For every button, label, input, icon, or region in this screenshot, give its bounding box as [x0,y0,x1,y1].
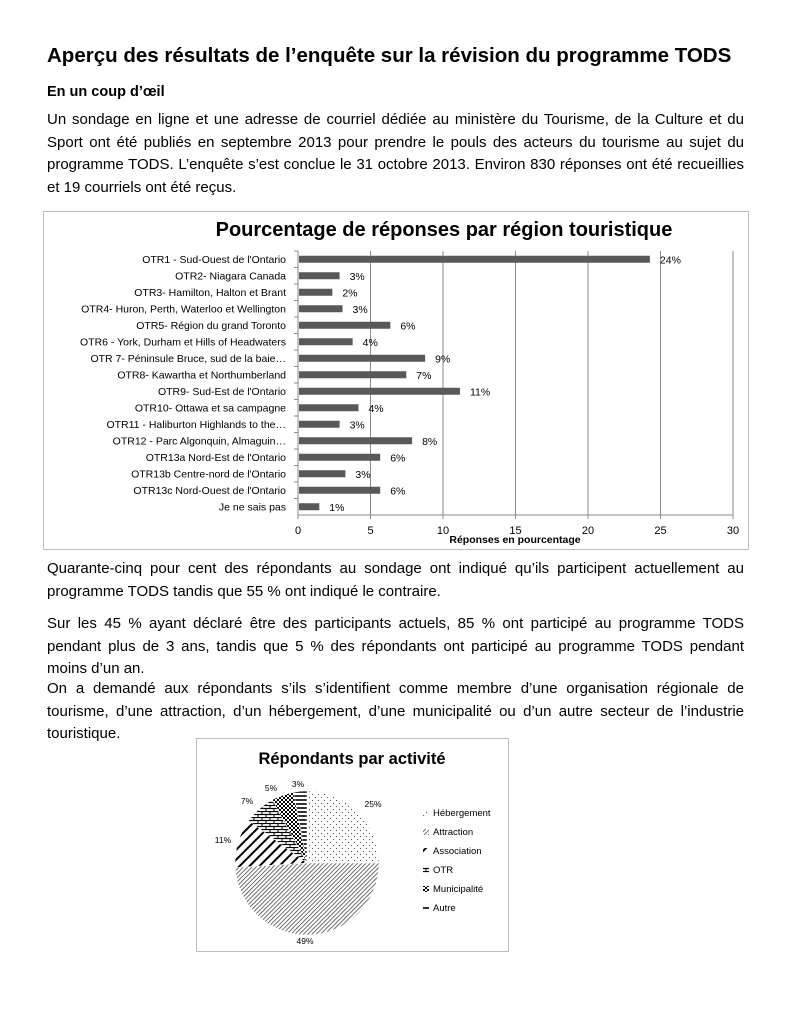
data-label: 4% [362,336,378,349]
x-tick-label: 25 [654,525,667,537]
activity-paragraph: On a demandé aux répondants s’ils s’identifient comme membre d’une organisation régionale de tourisme, d’une attraction, d’un hébergement, d’une municipalité ou d’un autre secteur de l’industrie touristique. [47,680,744,742]
bar [299,272,340,279]
data-label: 3% [349,270,365,283]
bar [299,305,343,312]
pie-slice [235,863,379,935]
legend-label: Autre [433,903,456,914]
category-label: OTR 7- Péninsule Bruce, sud de la baie… [90,353,286,366]
slice-label: 25% [364,799,382,809]
chart-title: Répondants par activité [258,750,446,768]
category-label: OTR5- Région du grand Toronto [136,320,286,333]
x-tick-label: 20 [581,525,595,537]
legend-label: OTR [433,865,454,876]
data-label: 3% [355,468,371,481]
x-tick-label: 10 [436,525,450,537]
legend-swatch [423,867,429,873]
data-label: 24% [659,254,681,267]
data-label: 3% [349,419,365,432]
legend-label: Attraction [433,827,474,838]
slice-label: 11% [214,835,232,845]
duration-paragraph: Sur les 45 % ayant déclaré être des participants actuels, 85 % ont participé au programme TODS pendant plus de 3 ans, tandis que 5 % des répondants ont participé au programme TODS pendant moins d’un an. [47,615,744,677]
bar [299,487,380,494]
legend-label: Municipalité [433,884,484,895]
legend-swatch [423,829,429,835]
category-label: OTR11 - Haliburton Highlands to the… [106,419,286,432]
data-label: 1% [329,501,345,514]
data-label: 8% [422,435,438,448]
data-label: 11% [469,386,491,399]
x-tick-label: 30 [726,525,740,537]
x-tick-label: 5 [367,525,374,537]
bar [299,503,319,510]
section-heading: En un coup d’œil [47,84,165,100]
legend-swatch [423,886,429,892]
data-label: 3% [352,303,368,316]
data-label: 9% [435,353,451,366]
bar [299,338,353,345]
slice-label: 3% [291,779,305,789]
data-label: 6% [400,320,416,333]
category-label: OTR6 - York, Durham et Hills of Headwaters [80,336,286,349]
category-label: OTR2- Niagara Canada [175,270,286,283]
category-label: Je ne sais pas [218,501,286,514]
category-label: OTR9- Sud-Est de l'Ontario [157,386,286,399]
pie-chart-region [196,738,509,952]
bar-chart [44,212,748,549]
legend-swatch [423,848,429,854]
category-label: OTR3- Hamilton, Halton et Brant [134,287,286,300]
chart-title: Pourcentage de réponses par région touristique [215,219,673,241]
data-label: 6% [390,485,406,498]
data-label: 6% [390,452,406,465]
slice-label: 7% [240,796,254,806]
bar [299,454,380,461]
bar [299,421,340,428]
bar [299,388,460,395]
legend-swatch [423,905,429,911]
category-label: OTR10- Ottawa et sa campagne [134,402,286,415]
bar [299,256,650,263]
bar [299,289,332,296]
participation-paragraph: Quarante-cinq pour cent des répondants au sondage ont indiqué qu’ils participent actuellement au programme TODS tandis que 55 % ont indiqué le contraire. [47,560,744,600]
category-label: OTR13b Centre-nord de l'Ontario [131,468,286,481]
category-label: OTR4- Huron, Perth, Waterloo et Wellington [81,303,286,316]
bar [299,371,406,378]
bar [299,355,425,362]
legend-swatch [423,810,429,816]
bar [299,322,390,329]
pie-chart [197,739,508,951]
slice-label: 5% [264,783,278,793]
data-label: 4% [368,402,384,415]
bar [299,404,358,411]
category-label: OTR13a Nord-Est de l'Ontario [145,452,286,465]
intro-paragraph: Un sondage en ligne et une adresse de courriel dédiée au ministère du Tourisme, de la Culture et du Sport ont été publiés en septembre 2013 pour prendre le pouls des acteurs du tourisme au sujet du programme TODS. L’enquête s’est conclue le 31 octobre 2013. Environ 830 réponses ont été recueillies et 19 courriels ont été reçus. [47,111,744,196]
slice-label: 49% [296,936,314,946]
x-tick-label: 0 [294,525,302,537]
data-label: 2% [342,287,358,300]
bar [299,470,345,477]
category-label: OTR1 - Sud-Ouest de l'Ontario [142,254,286,267]
category-label: OTR13c Nord-Ouest de l'Ontario [133,485,286,498]
x-tick-label: 15 [509,525,522,537]
x-axis-title: Réponses en pourcentage [449,534,581,546]
data-label: 7% [416,369,432,382]
legend-label: Association [433,846,482,857]
bar-chart-region [43,211,749,550]
category-label: OTR12 - Parc Algonquin, Almaguin… [112,435,286,448]
page-title: Aperçu des résultats de l’enquête sur la révision du programme TODS [47,44,732,67]
category-label: OTR8- Kawartha et Northumberland [117,369,286,382]
bar [299,437,412,444]
legend-label: Hébergement [433,808,491,819]
